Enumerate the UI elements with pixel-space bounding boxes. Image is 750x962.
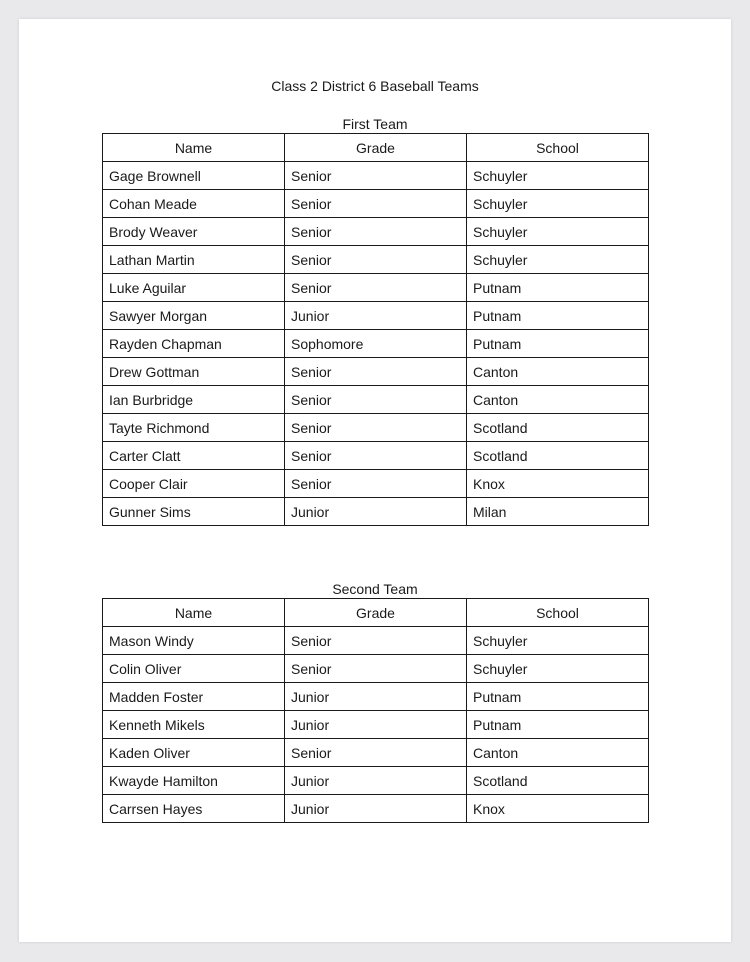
cell-name: Gage Brownell (103, 162, 285, 190)
cell-name: Mason Windy (103, 627, 285, 655)
cell-name: Colin Oliver (103, 655, 285, 683)
cell-grade: Senior (285, 246, 467, 274)
table-row (103, 302, 649, 330)
cell-grade: Junior (285, 683, 467, 711)
table-row (103, 498, 649, 526)
cell-school: Putnam (467, 683, 649, 711)
cell-school: Scotland (467, 414, 649, 442)
cell-name: Lathan Martin (103, 246, 285, 274)
cell-name: Cohan Meade (103, 190, 285, 218)
table-row (103, 414, 649, 442)
cell-name: Kenneth Mikels (103, 711, 285, 739)
first-team-title: First Team (342, 116, 408, 132)
cell-grade: Junior (285, 302, 467, 330)
header-name: Name (103, 134, 285, 162)
cell-name: Carrsen Hayes (103, 795, 285, 823)
cell-grade: Sophomore (285, 330, 467, 358)
table-row (103, 162, 649, 190)
table-header-row (103, 599, 649, 627)
cell-school: Knox (467, 795, 649, 823)
second-team-title: Second Team (332, 581, 418, 597)
header-school: School (467, 599, 649, 627)
cell-school: Putnam (467, 302, 649, 330)
cell-school: Milan (467, 498, 649, 526)
cell-school: Schuyler (467, 655, 649, 683)
cell-name: Gunner Sims (103, 498, 285, 526)
table-row (103, 767, 649, 795)
cell-name: Tayte Richmond (103, 414, 285, 442)
cell-grade: Senior (285, 386, 467, 414)
header-grade: Grade (285, 599, 467, 627)
cell-school: Scotland (467, 767, 649, 795)
cell-grade: Junior (285, 795, 467, 823)
first-team-table (102, 133, 649, 526)
header-school: School (467, 134, 649, 162)
cell-grade: Senior (285, 414, 467, 442)
table-row (103, 711, 649, 739)
cell-school: Canton (467, 358, 649, 386)
table-row (103, 795, 649, 823)
table-row (103, 470, 649, 498)
table-row (103, 218, 649, 246)
header-grade: Grade (285, 134, 467, 162)
cell-school: Schuyler (467, 162, 649, 190)
cell-school: Putnam (467, 274, 649, 302)
cell-grade: Senior (285, 442, 467, 470)
table-row (103, 246, 649, 274)
document-title: Class 2 District 6 Baseball Teams (271, 78, 479, 94)
cell-grade: Senior (285, 470, 467, 498)
cell-name: Luke Aguilar (103, 274, 285, 302)
cell-name: Brody Weaver (103, 218, 285, 246)
cell-name: Ian Burbridge (103, 386, 285, 414)
cell-name: Rayden Chapman (103, 330, 285, 358)
cell-school: Scotland (467, 442, 649, 470)
table-row (103, 739, 649, 767)
cell-school: Schuyler (467, 190, 649, 218)
table-row (103, 627, 649, 655)
table-row (103, 386, 649, 414)
cell-grade: Senior (285, 162, 467, 190)
cell-school: Canton (467, 386, 649, 414)
cell-grade: Senior (285, 218, 467, 246)
cell-school: Putnam (467, 330, 649, 358)
cell-grade: Senior (285, 627, 467, 655)
cell-grade: Junior (285, 767, 467, 795)
second-team-table (102, 598, 649, 823)
cell-school: Canton (467, 739, 649, 767)
cell-name: Drew Gottman (103, 358, 285, 386)
cell-school: Schuyler (467, 218, 649, 246)
cell-name: Kwayde Hamilton (103, 767, 285, 795)
cell-name: Sawyer Morgan (103, 302, 285, 330)
cell-grade: Junior (285, 711, 467, 739)
table-row (103, 190, 649, 218)
cell-grade: Senior (285, 358, 467, 386)
cell-grade: Senior (285, 739, 467, 767)
table-row (103, 683, 649, 711)
table-row (103, 330, 649, 358)
table-row (103, 442, 649, 470)
cell-school: Knox (467, 470, 649, 498)
cell-name: Carter Clatt (103, 442, 285, 470)
table-row (103, 655, 649, 683)
cell-name: Madden Foster (103, 683, 285, 711)
cell-grade: Senior (285, 190, 467, 218)
header-name: Name (103, 599, 285, 627)
document-page (19, 19, 731, 942)
table-row (103, 274, 649, 302)
table-header-row (103, 134, 649, 162)
cell-grade: Junior (285, 498, 467, 526)
table-row (103, 358, 649, 386)
cell-name: Kaden Oliver (103, 739, 285, 767)
cell-grade: Senior (285, 655, 467, 683)
cell-school: Putnam (467, 711, 649, 739)
cell-school: Schuyler (467, 627, 649, 655)
cell-school: Schuyler (467, 246, 649, 274)
cell-grade: Senior (285, 274, 467, 302)
cell-name: Cooper Clair (103, 470, 285, 498)
